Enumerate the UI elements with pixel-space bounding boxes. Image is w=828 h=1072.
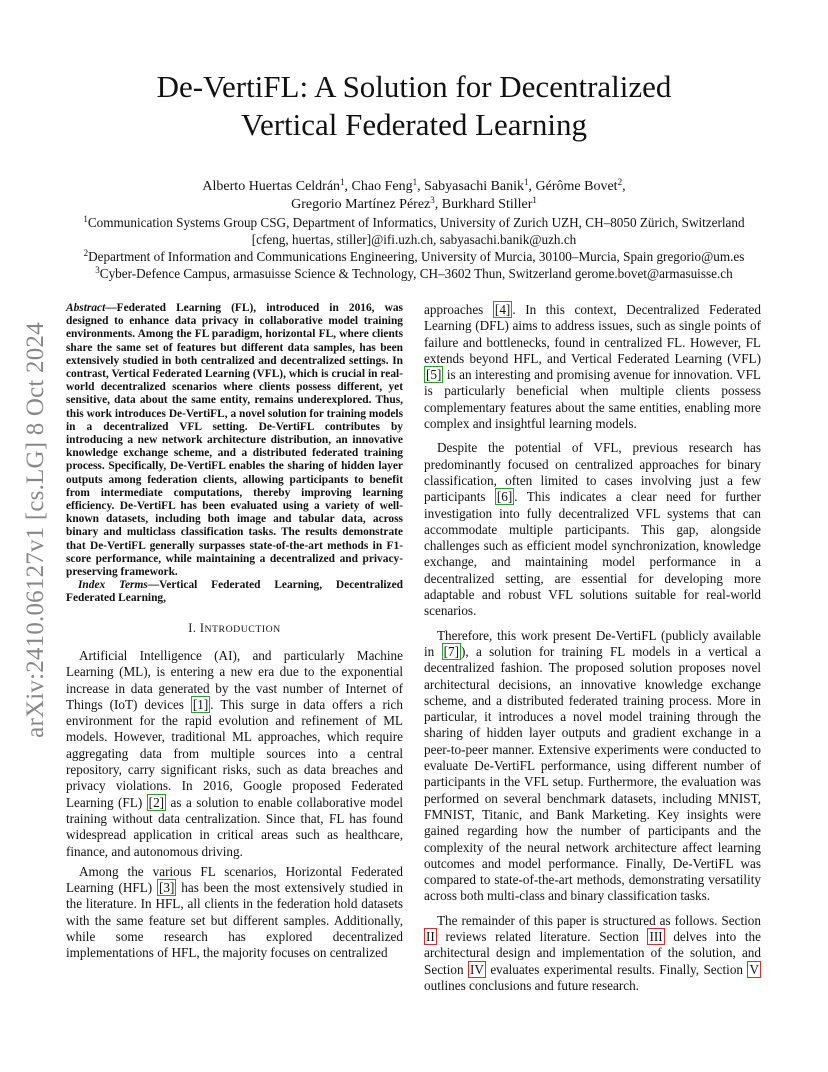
paragraph-text: . This surge in data offers a rich environment for the rapid evolution and refinement of ML models. However, traditional ML approaches, which require aggregating data from multiple sources into a central repository, carry significant risks, such as data breaches and privacy violations. In 2016, Google proposed Federated Learning (FL) bbox=[66, 696, 403, 810]
paragraph-text: has been the most extensively studied in the literature. In HFL, all clients in the federation hold datasets with the same feature set but different samples. Additionally, while some research has explored decentralized implementations of HFL, the majority focuses on centralized bbox=[66, 880, 403, 961]
paragraph-text: Artificial Intelligence (AI), and particularly Machine Learning (ML), is entering a new era due to the exponential increase in data generated by the vast number of Internet of Things (IoT) devices bbox=[66, 647, 403, 712]
paper-title bbox=[0, 68, 828, 144]
author-list bbox=[0, 178, 828, 214]
citation-link[interactable]: [4] bbox=[494, 302, 511, 317]
author-name: Gregorio Martínez Pérez bbox=[291, 197, 431, 212]
citation-link[interactable]: [7] bbox=[443, 643, 459, 659]
section-heading-introduction bbox=[66, 620, 403, 638]
paragraph bbox=[424, 302, 761, 432]
paragraph-text: approaches bbox=[424, 302, 493, 317]
paragraph-text: The remainder of this paper is structured as follows. Section bbox=[437, 912, 761, 928]
author-affil-sup: 1 bbox=[340, 177, 345, 187]
index-terms bbox=[66, 579, 403, 605]
paragraph-text: Among the various FL scenarios, Horizontal Federated Learning (HFL) bbox=[66, 863, 403, 896]
section-link[interactable]: III bbox=[649, 928, 663, 944]
paragraph-text: evaluates experimental results. Finally, Section bbox=[485, 961, 748, 977]
left-column bbox=[66, 302, 403, 966]
affiliation-text: Cyber-Defence Campus, armasuisse Science & Technology, CH–3602 Thun, Switzerland gerome.bovet@armasuisse.ch bbox=[99, 266, 733, 281]
section-link[interactable]: II bbox=[426, 928, 435, 944]
section-name: NTRODUCTION bbox=[204, 623, 281, 635]
paragraph-text: ), a solution for training FL models in a vertical a decentralized fashion. The proposed solution proposes novel architectural decisions, an innovative knowledge exchange scheme, and a distributed federated training process. More in particular, it introduces a novel model training through the sharing of hidden layer outputs and gradient exchange in a peer-to-peer manner. Extensive experiments were conducted to evaluate De-VertiFL performance, using different number of participants in the VFL setup. Furthermore, the evaluation was performed on several benchmark datasets, including MNIST, FMNIST, Titanic, and Bank Marketing. Key insights were gained regarding how the number of participants and the complexity of the neural network architecture affect learning outcomes and model performance. Finally, De-VertiFL was compared to state-of-the-art methods, demonstrating versatility across both multi-class and binary classification tasks. bbox=[424, 643, 761, 904]
section-link[interactable]: V bbox=[749, 961, 759, 977]
citation-link[interactable]: [3] bbox=[159, 880, 175, 896]
author-name: , Chao Feng bbox=[344, 179, 413, 194]
paragraph-text: Therefore, this work present De-VertiFL (publicly available in bbox=[424, 627, 761, 659]
section-link[interactable]: IV bbox=[469, 961, 484, 977]
citation-link[interactable]: [6] bbox=[496, 489, 513, 505]
paragraph bbox=[424, 913, 761, 994]
paragraph-text: reviews related literature. Section bbox=[436, 928, 648, 944]
citation-link[interactable]: [5] bbox=[426, 367, 442, 383]
affiliation-2 bbox=[0, 248, 828, 265]
affiliation-1 bbox=[0, 214, 828, 231]
author-line-1: Alberto Huertas Celdrán$^1$, Chao Feng$^1$, Sabyasachi Banik$^1$, Gérôme Bovet$^2$, bbox=[202, 177, 626, 194]
author-name: , Gérôme Bovet bbox=[528, 179, 618, 194]
author-affil-sup: 2 bbox=[617, 177, 623, 187]
citation-link[interactable]: [2] bbox=[148, 794, 165, 810]
affiliation-sup: 2 bbox=[83, 248, 89, 258]
paragraph-text: Despite the potential of VFL, previous research has predominantly focused on centralized approaches for binary classification, often limited to cases involving just a few participants bbox=[424, 440, 761, 505]
paragraph bbox=[66, 648, 403, 860]
abstract-label: Abstract bbox=[66, 302, 106, 314]
arxiv-identifier-stamp bbox=[19, 295, 53, 765]
paragraph-text: delves into the architectural design and implementation of the solution, and Section bbox=[424, 928, 761, 977]
paragraph-text: outlines conclusions and future research. bbox=[424, 977, 639, 993]
paragraph-text: . This indicates a clear need for further investigation into fully decentralized VFL systems that can accommodate multiple participants. This gap, alongside challenges such as efficient model synchronization, knowledge exchange, and maintaining model performance in a decentralized setting, are essential for developing more adaptable and robust VFL solutions suitable for real-world scenarios. bbox=[424, 489, 761, 619]
author-name: , Sabyasachi Banik bbox=[417, 179, 525, 194]
arxiv-identifier-text: arXiv:2410.06127v1 [cs.LG] 8 Oct 2024 bbox=[22, 322, 49, 738]
author-affil-sup: 1 bbox=[412, 177, 418, 187]
paragraph bbox=[66, 864, 403, 962]
index-terms-label: Index Terms bbox=[78, 579, 148, 592]
citation-link[interactable]: [1] bbox=[192, 696, 209, 712]
affiliation-text: Department of Information and Communications Engineering, University of Murcia, 30100–Murcia, Spain gregorio@um.es bbox=[88, 249, 745, 264]
paragraph bbox=[424, 440, 761, 619]
affiliation-text: Communication Systems Group CSG, Department of Informatics, University of Zurich UZH, CH–8050 Zürich, Switzerland bbox=[87, 215, 745, 230]
affiliation-list bbox=[0, 214, 828, 282]
author-line-2 bbox=[0, 196, 828, 214]
paragraph-text: as a solution to enable collaborative model training without data centralization. Since that, FL has found widespread application in critical areas such as healthcare, finance, and autonomous driving. bbox=[66, 794, 403, 859]
paragraph-text: is an interesting and promising avenue for innovation. VFL is particularly beneficial when multiple clients possess complementary features about the same entities, enabling more complex and insightful learning models. bbox=[424, 367, 761, 432]
index-terms-text: —Vertical Federated Learning, Decentralized Federated Learning, bbox=[66, 579, 403, 605]
affiliation-sup: 1 bbox=[83, 214, 88, 224]
affiliation-1-emails: [cfeng, huertas, stiller]@ifi.uzh.ch, sabyasachi.banik@uzh.ch bbox=[251, 232, 577, 247]
paragraph-text: . In this context, Decentralized Federated Learning (DFL) aims to address issues, such as single points of failure and bottlenecks, found in centralized FL. However, FL extends beyond HFL, and Vertical Federated Learning (VFL) bbox=[424, 302, 761, 366]
author-name: Alberto Huertas Celdrán bbox=[202, 179, 341, 194]
abstract bbox=[66, 302, 403, 579]
author-affil-sup: 1 bbox=[524, 177, 529, 187]
author-name: , Burkhard Stiller bbox=[434, 197, 533, 212]
affiliation-3 bbox=[0, 265, 828, 282]
author-affil-sup: 1 bbox=[532, 195, 537, 205]
title-line-2: Vertical Federated Learning bbox=[241, 107, 587, 142]
abstract-text: —Federated Learning (FL), introduced in 2016, was designed to enhance data privacy in collaborative model training environments. Among the FL paradigm, horizontal FL, where clients share the same set of features but different data samples, has been extensively studied in both centralized and decentralized settings. In contrast, Vertical Federated Learning (VFL), which is crucial in real-world decentralized scenarios where clients possess different, yet sensitive, data about the same entity, remains underexplored. Thus, this work introduces De-VertiFL, a novel solution for training models in a decentralized VFL setting. De-VertiFL contributes by introducing a new network architecture distribution, an innovative knowledge exchange scheme, and a distributed federated training process. Specifically, De-VertiFL enables the sharing of hidden layer outputs among federation clients, allowing participants to benefit from intermediate computations, thereby improving learning efficiency. De-VertiFL has been evaluated using a variety of well-known datasets, including both image and tabular data, across binary and multiclass classification tasks. The results demonstrate that De-VertiFL generally surpasses state-of-the-art methods in F1-score performance, while maintaining a decentralized and privacy-preserving framework. bbox=[66, 302, 403, 579]
author-affil-sup: 3 bbox=[430, 195, 435, 205]
title-line-1: De-VertiFL: A Solution for Decentralized bbox=[156, 69, 672, 104]
section-number: I. I bbox=[188, 620, 205, 635]
affiliation-sup: 3 bbox=[95, 265, 100, 275]
paragraph bbox=[424, 628, 761, 905]
right-column bbox=[424, 302, 761, 1002]
